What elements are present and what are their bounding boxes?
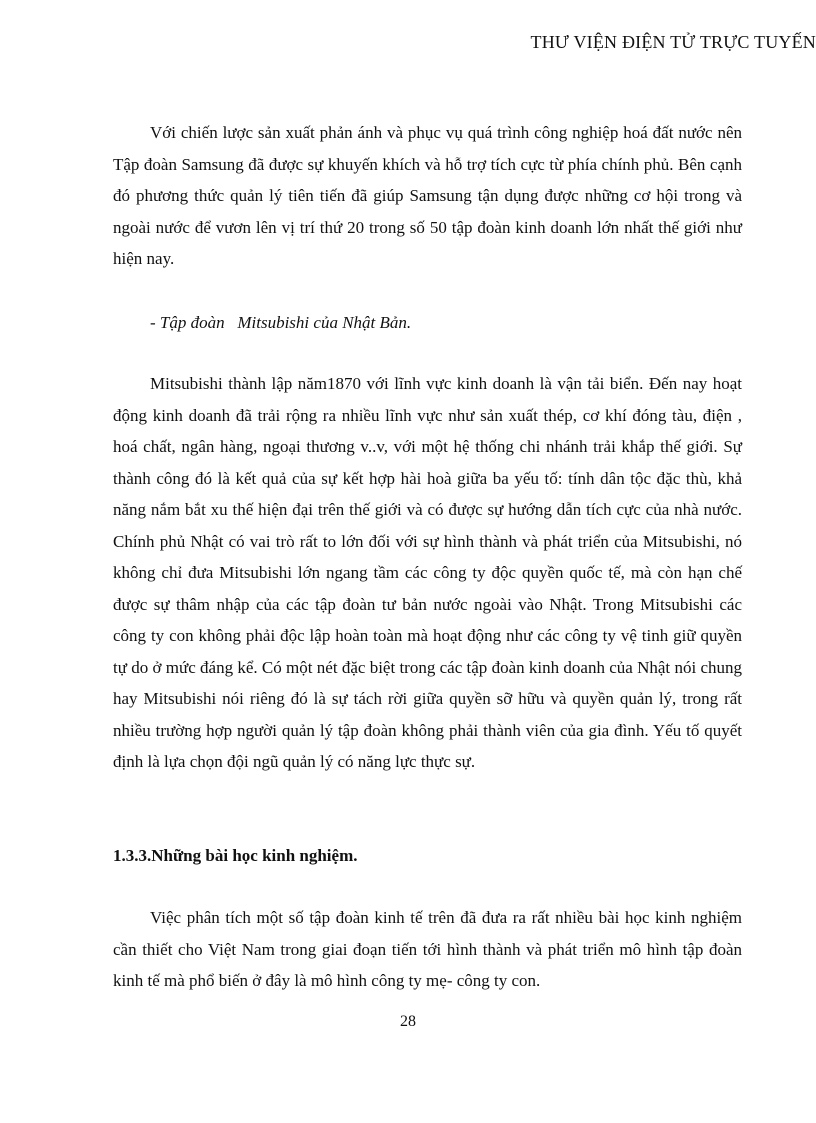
paragraph-samsung: Với chiến lược sản xuất phản ánh và phục vụ quá trình công nghiệp hoá đất nước nên Tập đoàn Samsung đã được sự khuyến khích và hỗ trợ tích cực từ phía chính phủ. Bên cạnh đó phương thức quản lý tiên tiến đã giúp Samsung tận dụng được những cơ hội trong và ngoài nước để vươn lên vị trí thứ 20 trong số 50 tập đoàn kinh doanh lớn nhất thế giới như hiện nay. — [113, 123, 742, 268]
page-header-title: THƯ VIỆN ĐIỆN TỬ TRỰC TUYẾN — [530, 32, 816, 52]
subheading-mitsubishi: - Tập đoàn Mitsubishi của Nhật Bản. — [150, 313, 412, 332]
section-heading: 1.3.3.Những bài học kinh nghiệm. — [113, 846, 358, 865]
paragraph-lessons: Việc phân tích một số tập đoàn kinh tế trên đã đưa ra rất nhiều bài học kinh nghiệm cần thiết cho Việt Nam trong giai đoạn tiến tới hình thành và phát triển mô hình tập đoàn kinh tế mà phổ biến ở đây là mô hình công ty mẹ- công ty con. — [113, 908, 742, 990]
paragraph-mitsubishi: Mitsubishi thành lập năm1870 với lĩnh vực kinh doanh là vận tải biển. Đến nay hoạt động kinh doanh đã trải rộng ra nhiều lĩnh vực như sản xuất thép, cơ khí đóng tàu, điện , hoá chất, ngân hàng, ngoại thương v..v, với một hệ thống chi nhánh trải khắp thế giới. Sự thành công đó là kết quả của sự kết hợp hài hoà giữa ba yếu tố: tính dân tộc đặc thù, khả năng nắm bắt xu thế hiện đại trên thế giới và có được sự hướng dẫn tích cực của nhà nước. Chính phủ Nhật có vai trò rất to lớn đối với sự hình thành và phát triển của Mitsubishi, nó không chỉ đưa Mitsubishi lớn ngang tầm các công ty độc quyền quốc tế, mà còn hạn chế được sự thâm nhập của các tập đoàn tư bản nước ngoài vào Nhật. Trong Mitsubishi các công ty con không phải độc lập hoàn toàn mà hoạt động như các công ty vệ tinh giữ quyền tự do ở mức đáng kể. Có một nét đặc biệt trong các tập đoàn kinh doanh của Nhật nói chung hay Mitsubishi nói riêng đó là sự tách rời giữa quyền sỡ hữu và quyền quản lý, trong rất nhiều trường hợp người quản lý tập đoàn không phải thành viên của gia đình. Yếu tố quyết định là lựa chọn đội ngũ quản lý có năng lực thực sự. — [113, 374, 742, 771]
page-number: 28 — [400, 1013, 416, 1030]
